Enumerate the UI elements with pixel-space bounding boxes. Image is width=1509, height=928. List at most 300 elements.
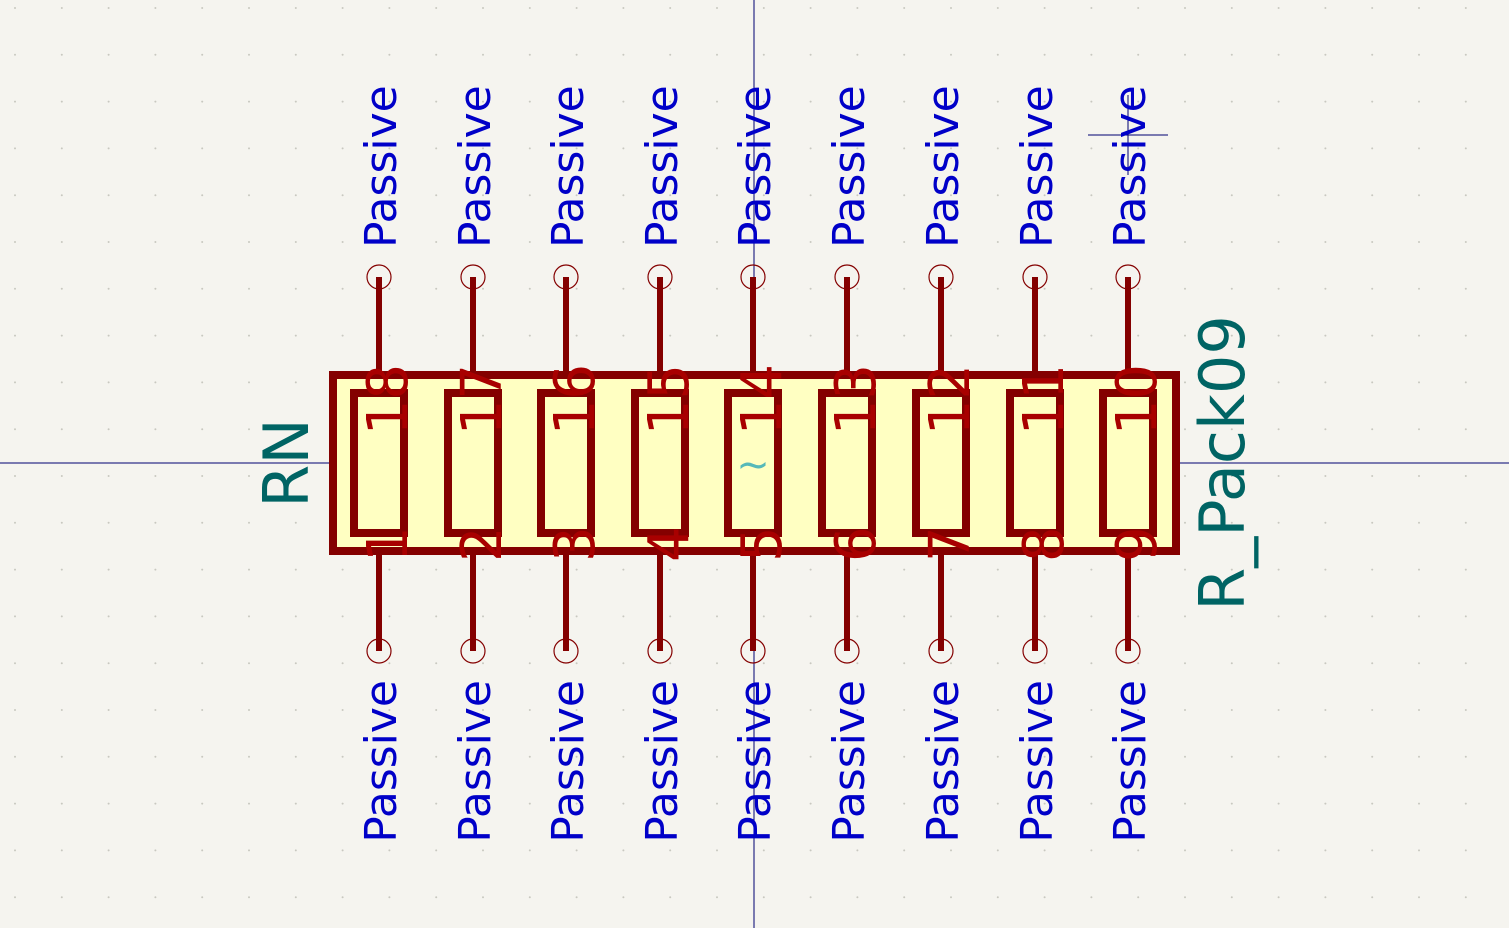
grid-dot xyxy=(1324,475,1326,477)
grid-dot xyxy=(1090,147,1092,149)
grid-dot xyxy=(61,803,63,805)
grid-dot xyxy=(1418,194,1420,196)
grid-dot xyxy=(248,522,250,524)
grid-dot xyxy=(997,662,999,664)
grid-dot xyxy=(856,615,858,617)
grid-dot xyxy=(14,194,16,196)
grid-dot xyxy=(1465,194,1467,196)
grid-dot xyxy=(14,54,16,56)
grid-dot xyxy=(903,709,905,711)
pin-11[interactable] xyxy=(1012,85,1077,435)
grid-dot xyxy=(1418,54,1420,56)
grid-dot xyxy=(810,615,812,617)
grid-dot xyxy=(669,896,671,898)
grid-dot xyxy=(1278,335,1280,337)
pin-12[interactable] xyxy=(918,85,983,435)
grid-dot xyxy=(529,569,531,571)
grid-dot xyxy=(435,7,437,9)
grid-dot xyxy=(482,54,484,56)
grid-dot xyxy=(108,896,110,898)
grid-dot xyxy=(342,288,344,290)
grid-dot xyxy=(716,896,718,898)
pin-number: 14 xyxy=(730,364,795,436)
grid-dot xyxy=(342,709,344,711)
grid-dot xyxy=(61,288,63,290)
grid-dot xyxy=(1324,662,1326,664)
grid-dot xyxy=(388,569,390,571)
grid-dot xyxy=(248,709,250,711)
grid-dot xyxy=(856,896,858,898)
grid-dot xyxy=(1184,288,1186,290)
grid-dot xyxy=(342,569,344,571)
grid-dot xyxy=(1418,662,1420,664)
grid-dot xyxy=(903,54,905,56)
grid-dot xyxy=(154,101,156,103)
grid-dot xyxy=(108,522,110,524)
grid-dot xyxy=(154,147,156,149)
grid-dot xyxy=(61,101,63,103)
grid-dot xyxy=(856,662,858,664)
grid-dot xyxy=(903,241,905,243)
grid-dot xyxy=(622,803,624,805)
grid-dot xyxy=(763,335,765,337)
grid-dot xyxy=(997,194,999,196)
grid-dot xyxy=(997,288,999,290)
grid-dot xyxy=(154,428,156,430)
grid-dot xyxy=(14,756,16,758)
grid-dot xyxy=(435,756,437,758)
grid-dot xyxy=(295,194,297,196)
grid-dot xyxy=(201,428,203,430)
grid-dot xyxy=(1090,7,1092,9)
grid-dot xyxy=(248,803,250,805)
pin-7[interactable] xyxy=(918,526,983,842)
grid-dot xyxy=(201,803,203,805)
grid-dot xyxy=(622,335,624,337)
grid-dot xyxy=(14,381,16,383)
grid-dot xyxy=(669,615,671,617)
pin-electrical-type: Passive xyxy=(1012,85,1063,248)
grid-dot xyxy=(1231,147,1233,149)
grid-dot xyxy=(950,54,952,56)
pin-electrical-type: Passive xyxy=(918,85,969,248)
value-field[interactable]: R_Pack09 xyxy=(1186,315,1259,611)
grid-dot xyxy=(1324,803,1326,805)
pin-14[interactable] xyxy=(730,85,795,435)
grid-dot xyxy=(1090,101,1092,103)
grid-dot xyxy=(201,849,203,851)
grid-dot xyxy=(482,615,484,617)
grid-dot xyxy=(14,709,16,711)
grid-dot xyxy=(295,147,297,149)
grid-dot xyxy=(201,54,203,56)
pin-8[interactable] xyxy=(1012,526,1077,842)
grid-dot xyxy=(201,896,203,898)
grid-dot xyxy=(108,194,110,196)
grid-dot xyxy=(14,428,16,430)
grid-dot xyxy=(388,849,390,851)
grid-dot xyxy=(622,849,624,851)
grid-dot xyxy=(342,803,344,805)
grid-dot xyxy=(248,7,250,9)
grid-dot xyxy=(1090,194,1092,196)
grid-dot xyxy=(810,241,812,243)
pin-1[interactable] xyxy=(356,526,421,842)
pin-3[interactable] xyxy=(543,526,608,842)
grid-dot xyxy=(763,662,765,664)
grid-dot xyxy=(108,54,110,56)
grid-dot xyxy=(1137,569,1139,571)
grid-dot xyxy=(1231,803,1233,805)
grid-dot xyxy=(1231,54,1233,56)
grid-dot xyxy=(1184,615,1186,617)
grid-dot xyxy=(622,194,624,196)
grid-dot xyxy=(529,896,531,898)
grid-dot xyxy=(1465,101,1467,103)
grid-dot xyxy=(529,756,531,758)
pin-16[interactable] xyxy=(543,85,608,435)
pin-number: 15 xyxy=(637,364,702,436)
grid-dot xyxy=(810,896,812,898)
pin-6[interactable] xyxy=(824,526,889,842)
grid-dot xyxy=(1090,896,1092,898)
grid-dot xyxy=(61,147,63,149)
grid-dot xyxy=(716,101,718,103)
pin-13[interactable] xyxy=(824,85,889,435)
grid-dot xyxy=(388,662,390,664)
grid-dot xyxy=(1184,849,1186,851)
grid-dot xyxy=(61,522,63,524)
grid-dot xyxy=(576,288,578,290)
grid-dot xyxy=(1418,615,1420,617)
grid-dot xyxy=(1044,335,1046,337)
grid-dot xyxy=(108,475,110,477)
grid-dot xyxy=(295,896,297,898)
grid-dot xyxy=(529,709,531,711)
pin-electrical-type: Passive xyxy=(543,680,594,843)
grid-dot xyxy=(154,849,156,851)
grid-dot xyxy=(529,7,531,9)
grid-dot xyxy=(342,662,344,664)
grid-dot xyxy=(810,7,812,9)
grid-dot xyxy=(1371,288,1373,290)
grid-dot xyxy=(997,615,999,617)
grid-dot xyxy=(810,803,812,805)
grid-dot xyxy=(1371,569,1373,571)
grid-dot xyxy=(1371,522,1373,524)
grid-dot xyxy=(108,662,110,664)
grid-dot xyxy=(1324,381,1326,383)
grid-dot xyxy=(154,803,156,805)
grid-dot xyxy=(435,709,437,711)
grid-dot xyxy=(248,381,250,383)
grid-dot xyxy=(669,54,671,56)
grid-dot xyxy=(1090,241,1092,243)
grid-dot xyxy=(1324,849,1326,851)
grid-dot xyxy=(810,288,812,290)
pin-electrical-type: Passive xyxy=(637,680,688,843)
grid-dot xyxy=(61,241,63,243)
pin-17[interactable] xyxy=(450,85,515,435)
grid-dot xyxy=(1371,428,1373,430)
grid-dot xyxy=(1465,756,1467,758)
grid-dot xyxy=(1278,288,1280,290)
grid-dot xyxy=(61,428,63,430)
grid-dot xyxy=(810,709,812,711)
grid-dot xyxy=(1418,428,1420,430)
grid-dot xyxy=(342,756,344,758)
grid-dot xyxy=(1324,896,1326,898)
grid-dot xyxy=(61,54,63,56)
grid-dot xyxy=(622,615,624,617)
grid-dot xyxy=(1231,709,1233,711)
grid-dot xyxy=(435,335,437,337)
grid-dot xyxy=(1231,101,1233,103)
pin-electrical-type: Passive xyxy=(824,680,875,843)
grid-dot xyxy=(154,569,156,571)
grid-dot xyxy=(342,615,344,617)
grid-dot xyxy=(108,849,110,851)
grid-dot xyxy=(903,335,905,337)
grid-dot xyxy=(1090,335,1092,337)
grid-dot xyxy=(576,849,578,851)
pin-18[interactable] xyxy=(356,85,421,435)
pin-4[interactable] xyxy=(637,526,702,842)
grid-dot xyxy=(14,662,16,664)
grid-dot xyxy=(810,849,812,851)
grid-dot xyxy=(1418,147,1420,149)
center-marker: ~ xyxy=(736,442,770,488)
grid-dot xyxy=(295,662,297,664)
grid-dot xyxy=(108,615,110,617)
pin-electrical-type: Passive xyxy=(1105,680,1156,843)
grid-dot xyxy=(154,615,156,617)
grid-dot xyxy=(903,662,905,664)
grid-dot xyxy=(1465,522,1467,524)
grid-dot xyxy=(435,54,437,56)
grid-dot xyxy=(248,569,250,571)
grid-dot xyxy=(1278,381,1280,383)
grid-dot xyxy=(154,522,156,524)
grid-dot xyxy=(1324,709,1326,711)
grid-dot xyxy=(435,803,437,805)
grid-dot xyxy=(248,756,250,758)
grid-dot xyxy=(248,896,250,898)
pin-electrical-type: Passive xyxy=(356,680,407,843)
grid-dot xyxy=(248,662,250,664)
grid-dot xyxy=(1184,803,1186,805)
grid-dot xyxy=(1278,709,1280,711)
grid-dot xyxy=(14,569,16,571)
grid-dot xyxy=(295,241,297,243)
pin-5[interactable] xyxy=(730,526,795,842)
grid-dot xyxy=(529,803,531,805)
grid-dot xyxy=(14,475,16,477)
grid-dot xyxy=(716,241,718,243)
grid-dot xyxy=(295,522,297,524)
pin-electrical-type: Passive xyxy=(543,85,594,248)
grid-dot xyxy=(1090,662,1092,664)
pin-electrical-type: Passive xyxy=(730,85,781,248)
grid-dot xyxy=(1137,615,1139,617)
grid-dot xyxy=(201,662,203,664)
grid-dot xyxy=(903,288,905,290)
grid-dot xyxy=(14,896,16,898)
grid-dot xyxy=(716,662,718,664)
grid-dot xyxy=(201,101,203,103)
grid-dot xyxy=(388,615,390,617)
grid-dot xyxy=(1418,569,1420,571)
grid-dot xyxy=(1231,194,1233,196)
grid-dot xyxy=(248,335,250,337)
grid-dot xyxy=(295,7,297,9)
grid-dot xyxy=(1465,709,1467,711)
grid-dot xyxy=(856,54,858,56)
grid-dot xyxy=(1324,756,1326,758)
grid-dot xyxy=(61,475,63,477)
grid-dot xyxy=(1184,101,1186,103)
grid-dot xyxy=(201,381,203,383)
grid-dot xyxy=(856,335,858,337)
grid-dot xyxy=(108,241,110,243)
grid-dot xyxy=(1465,803,1467,805)
grid-dot xyxy=(1137,896,1139,898)
grid-dot xyxy=(1278,241,1280,243)
grid-dot xyxy=(1418,849,1420,851)
grid-dot xyxy=(1371,803,1373,805)
grid-dot xyxy=(763,849,765,851)
grid-dot xyxy=(1371,709,1373,711)
pin-electrical-type: Passive xyxy=(450,85,501,248)
grid-dot xyxy=(529,101,531,103)
grid-dot xyxy=(1184,194,1186,196)
grid-dot xyxy=(716,615,718,617)
grid-dot xyxy=(1278,428,1280,430)
grid-dot xyxy=(295,803,297,805)
grid-dot xyxy=(61,849,63,851)
grid-dot xyxy=(248,54,250,56)
grid-dot xyxy=(810,662,812,664)
grid-dot xyxy=(61,615,63,617)
grid-dot xyxy=(14,615,16,617)
grid-dot xyxy=(1278,54,1280,56)
grid-dot xyxy=(622,709,624,711)
grid-dot xyxy=(295,54,297,56)
grid-dot xyxy=(950,615,952,617)
grid-dot xyxy=(529,194,531,196)
grid-dot xyxy=(1324,241,1326,243)
grid-dot xyxy=(295,709,297,711)
grid-dot xyxy=(1090,756,1092,758)
grid-dot xyxy=(1090,803,1092,805)
pin-electrical-type: Passive xyxy=(1105,85,1156,248)
grid-dot xyxy=(950,335,952,337)
grid-dot xyxy=(1278,475,1280,477)
pin-number: 9 xyxy=(1105,526,1170,562)
grid-dot xyxy=(1465,241,1467,243)
grid-dot xyxy=(622,756,624,758)
grid-dot xyxy=(1090,615,1092,617)
grid-dot xyxy=(1278,756,1280,758)
grid-dot xyxy=(763,7,765,9)
grid-dot xyxy=(1137,54,1139,56)
pin-number: 13 xyxy=(824,364,889,436)
pin-number: 7 xyxy=(918,526,983,562)
grid-dot xyxy=(108,428,110,430)
grid-dot xyxy=(61,709,63,711)
grid-dot xyxy=(950,288,952,290)
grid-dot xyxy=(435,147,437,149)
grid-dot xyxy=(248,194,250,196)
grid-dot xyxy=(435,194,437,196)
grid-dot xyxy=(903,803,905,805)
grid-dot xyxy=(248,288,250,290)
grid-dot xyxy=(108,709,110,711)
grid-dot xyxy=(903,147,905,149)
grid-dot xyxy=(295,615,297,617)
grid-dot xyxy=(1324,288,1326,290)
grid-dot xyxy=(1371,381,1373,383)
grid-dot xyxy=(903,101,905,103)
pin-electrical-type: Passive xyxy=(918,680,969,843)
grid-dot xyxy=(810,756,812,758)
grid-dot xyxy=(1231,241,1233,243)
grid-dot xyxy=(342,896,344,898)
grid-dot xyxy=(342,194,344,196)
pin-2[interactable] xyxy=(450,526,515,842)
grid-dot xyxy=(1465,475,1467,477)
pin-10[interactable] xyxy=(1105,85,1170,435)
grid-dot xyxy=(295,756,297,758)
grid-dot xyxy=(108,335,110,337)
grid-dot xyxy=(529,335,531,337)
grid-dot xyxy=(1137,849,1139,851)
grid-dot xyxy=(903,849,905,851)
grid-dot xyxy=(622,288,624,290)
grid-dot xyxy=(1371,147,1373,149)
grid-dot xyxy=(108,101,110,103)
grid-dot xyxy=(1418,101,1420,103)
grid-dot xyxy=(1418,709,1420,711)
pin-electrical-type: Passive xyxy=(356,85,407,248)
grid-dot xyxy=(201,241,203,243)
grid-dot xyxy=(1324,615,1326,617)
grid-dot xyxy=(154,241,156,243)
grid-dot xyxy=(342,54,344,56)
grid-dot xyxy=(154,896,156,898)
grid-dot xyxy=(997,709,999,711)
grid-dot xyxy=(576,896,578,898)
pin-15[interactable] xyxy=(637,85,702,435)
grid-dot xyxy=(201,194,203,196)
pin-9[interactable] xyxy=(1105,526,1170,842)
grid-dot xyxy=(669,849,671,851)
grid-dot xyxy=(1465,428,1467,430)
grid-dot xyxy=(1278,662,1280,664)
grid-dot xyxy=(856,288,858,290)
grid-dot xyxy=(482,569,484,571)
reference-designator[interactable]: RN xyxy=(250,418,323,508)
grid-dot xyxy=(1324,147,1326,149)
grid-dot xyxy=(435,662,437,664)
grid-dot xyxy=(997,241,999,243)
grid-dot xyxy=(1371,849,1373,851)
grid-dot xyxy=(1418,7,1420,9)
grid-dot xyxy=(14,522,16,524)
grid-dot xyxy=(154,335,156,337)
grid-dot xyxy=(950,849,952,851)
grid-dot xyxy=(763,288,765,290)
